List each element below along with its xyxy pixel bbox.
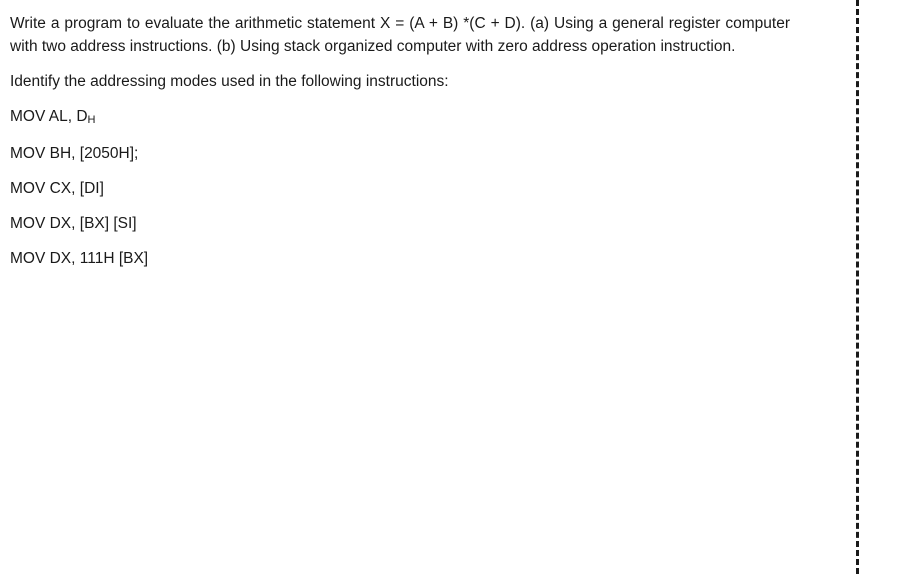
- instruction-text: MOV DX, [BX] [SI]: [10, 215, 137, 232]
- instruction-line-4: [10, 212, 790, 235]
- instruction-subscript: H: [87, 114, 96, 126]
- instruction-text: MOV CX, [DI]: [10, 180, 104, 197]
- question-content: [10, 12, 790, 282]
- instruction-line-3: [10, 177, 790, 200]
- dashed-margin-line: [856, 0, 859, 574]
- instruction-line-1: [10, 105, 790, 130]
- instruction-text: MOV BH, [2050H];: [10, 145, 139, 162]
- instruction-text: MOV DX, 111H [BX]: [10, 250, 149, 267]
- instruction-line-2: [10, 142, 790, 165]
- instruction-line-5: [10, 247, 790, 270]
- instruction-prompt: Identify the addressing modes used in the following instructions:: [10, 73, 449, 90]
- instruction-text: MOV AL, D: [10, 108, 88, 125]
- question-prompt: Write a program to evaluate the arithmetic statement X = (A + B) *(C + D). (a) Using a general register computer with two address instructions. (b) Using stack organized computer with zero address operation instruction.: [10, 15, 790, 55]
